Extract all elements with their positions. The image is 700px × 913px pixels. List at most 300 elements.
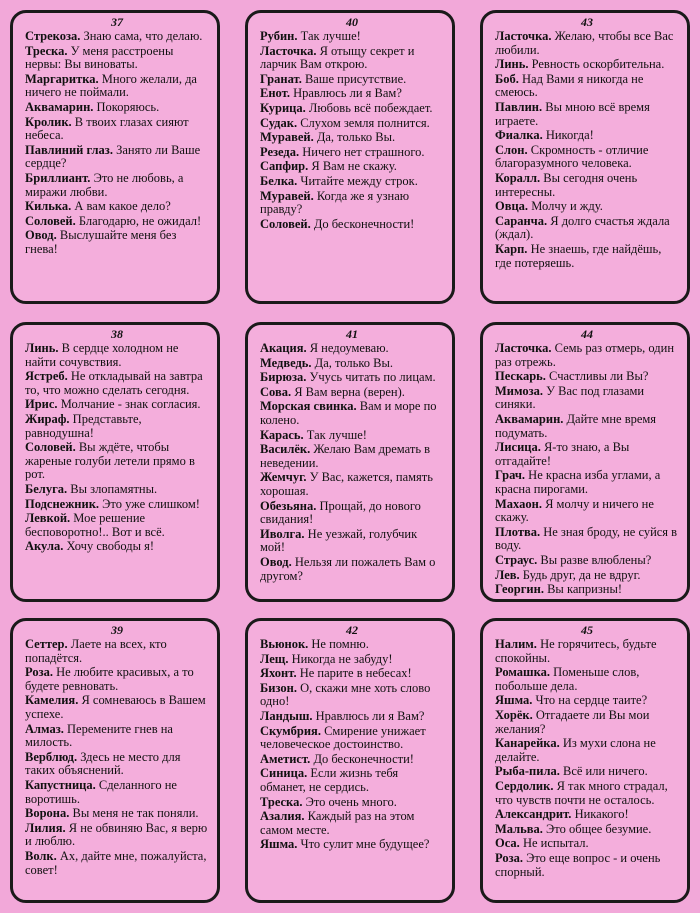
entry-text: Отгадаете ли Вы мои желания?: [495, 707, 650, 736]
entry: [495, 709, 679, 736]
entry: [25, 413, 209, 440]
entry: [25, 751, 209, 778]
entry: [495, 101, 679, 128]
entry-name: Жемчуг.: [260, 470, 307, 485]
entry-name: Судак.: [260, 115, 298, 130]
entry: [260, 500, 444, 527]
entry-text: Молчу и жду.: [528, 199, 603, 214]
entry: [260, 796, 444, 810]
entry-name: Хорёк.: [495, 707, 533, 722]
entry-text: Ах, дайте мне, пожалуйста, совет!: [25, 848, 207, 877]
entry-text: Из мухи слона не делайте.: [495, 736, 656, 764]
entry-name: Соловей.: [25, 213, 76, 228]
entry-name: Мимоза.: [495, 383, 543, 398]
entry-text: Что на сердце таите?: [532, 693, 648, 708]
entry-text: Так лучше!: [303, 427, 367, 442]
entry-name: Роза.: [495, 850, 523, 865]
entry: [25, 850, 209, 877]
entry-text: Лаете на всех, кто попадётся.: [25, 637, 167, 665]
entry: [495, 498, 679, 525]
entry: [495, 58, 679, 72]
entry: [495, 808, 679, 822]
entry-text: Никогда!: [542, 128, 594, 143]
entry: [495, 129, 679, 143]
entry-text: О, скажи мне хоть слово одно!: [260, 680, 431, 709]
entry-name: Налим.: [495, 637, 537, 651]
entry: [260, 45, 444, 72]
entry: [495, 737, 679, 764]
entry-text: Я-то знаю, а Вы отгадайте!: [495, 440, 630, 468]
entry-text: Вы меня не так поняли.: [69, 806, 199, 821]
entry-name: Ландыш.: [260, 708, 313, 723]
entry-name: Муравей.: [260, 130, 314, 145]
entry: [260, 175, 444, 189]
entry-name: Роза.: [25, 665, 53, 680]
entry-text: Всё или ничего.: [559, 764, 648, 779]
entry-name: Резеда.: [260, 144, 300, 159]
card-39: [10, 618, 220, 903]
entry-name: Жираф.: [25, 411, 70, 426]
entry-text: Не горячитесь, будьте спокойны.: [495, 637, 657, 665]
entry-text: Благодарю, не ожидал!: [75, 213, 202, 228]
entry: [260, 682, 444, 709]
entry-text: Я недоумеваю.: [306, 341, 389, 355]
entry: [25, 229, 209, 256]
entry-name: Морская свинка.: [260, 399, 357, 414]
entry-text: Ничего нет страшного.: [299, 144, 425, 159]
card-41: [245, 322, 455, 602]
entry-name: Яшма.: [495, 693, 533, 708]
entry-name: Линь.: [495, 57, 529, 72]
entry-text: Да, только Вы.: [313, 130, 396, 145]
entry-name: Треска.: [260, 794, 303, 809]
entry-text: Занято ли Ваше сердце?: [25, 142, 201, 171]
entry: [495, 215, 679, 242]
entry: [495, 200, 679, 214]
entry: [260, 767, 444, 794]
entry: [495, 554, 679, 568]
entry-name: Белуга.: [25, 481, 68, 496]
entry: [25, 666, 209, 693]
entry-name: Аквамарин.: [25, 99, 94, 114]
entry-name: Капустница.: [25, 777, 96, 792]
entry-name: Иволга.: [260, 526, 305, 541]
entry-text: Покоряюсь.: [93, 99, 160, 114]
entry-text: Здесь не место для таких объяснений.: [25, 749, 181, 778]
entry-text: Нельзя ли пожалеть Вам о другом?: [260, 554, 436, 583]
entry-name: Ирис.: [25, 397, 58, 412]
entry: [25, 30, 209, 44]
entry-name: Яхонт.: [260, 666, 297, 681]
entry: [260, 429, 444, 443]
entry: [25, 779, 209, 806]
card-number: 40: [346, 15, 358, 29]
entry: [495, 837, 679, 851]
entry-name: Килька.: [25, 199, 72, 214]
entry-name: Ласточка.: [495, 29, 552, 43]
entry-name: Коралл.: [495, 170, 541, 185]
entry-text: Семь раз отмерь, один раз отрежь.: [495, 341, 675, 369]
card-37: [10, 10, 220, 304]
entry-text: Не помню.: [308, 637, 369, 651]
entry-name: Ласточка.: [495, 341, 552, 355]
entry-name: Кролик.: [25, 114, 72, 129]
entry-name: Медведь.: [260, 355, 312, 370]
entry: [495, 694, 679, 708]
entry: [260, 753, 444, 767]
entry-name: Камелия.: [25, 693, 79, 708]
entry-name: Сапфир.: [260, 159, 309, 174]
card-42: [245, 618, 455, 903]
card-43: [480, 10, 690, 304]
entry: [260, 117, 444, 131]
entry: [25, 215, 209, 229]
entry-name: Плотва.: [495, 524, 541, 539]
entry-text: Это не любовь, а миражи любви.: [25, 170, 184, 199]
entry-text: Вам и море по колено.: [260, 399, 437, 427]
entry-name: Муравей.: [260, 188, 314, 203]
entry-text: Если жизнь тебя обманет, не сердись.: [260, 766, 399, 794]
entry-text: Ваше присутствие.: [301, 71, 407, 86]
entry-name: Овод.: [25, 228, 57, 243]
entry-text: Любовь всё побеждает.: [305, 100, 433, 115]
entry-text: Да, только Вы.: [311, 355, 393, 370]
entry: [495, 469, 679, 496]
entry-text: Счастливы ли Вы?: [545, 369, 649, 384]
entry-text: Читайте между строк.: [297, 173, 418, 188]
card-number: 41: [346, 327, 358, 341]
entry-name: Ворона.: [25, 806, 70, 821]
entry-name: Овца.: [495, 199, 529, 214]
entry-name: Бриллиант.: [25, 170, 91, 185]
entry: [25, 807, 209, 821]
entry-text: Много желали, да ничего не поймали.: [25, 71, 197, 100]
entry: [25, 540, 209, 554]
entry-text: Будь друг, да не вдруг.: [519, 567, 641, 582]
entry: [25, 342, 209, 369]
entry-text: Так лучше!: [297, 29, 361, 43]
entry: [260, 371, 444, 385]
entry: [25, 101, 209, 115]
entry: [25, 398, 209, 412]
card-38: [10, 322, 220, 602]
entry-name: Сеттер.: [25, 637, 68, 651]
card-number: 42: [346, 623, 358, 637]
entry-name: Обезьяна.: [260, 498, 317, 513]
entry-text: До бесконечности!: [310, 751, 414, 766]
entry: [260, 87, 444, 101]
card-number: 43: [581, 15, 593, 29]
entry-text: Вы мною всё время играете.: [495, 99, 650, 128]
entry-text: Не зная броду, не суйся в воду.: [495, 524, 678, 553]
entry-text: Смирение унижает человеческое достоинство.: [260, 723, 426, 752]
entry: [260, 73, 444, 87]
entry: [495, 30, 679, 57]
entry-text: У Вас, кажется, память хорошая.: [260, 470, 433, 498]
entry-text: Каждый раз на этом самом месте.: [260, 809, 415, 837]
entry-name: Ласточка.: [260, 43, 317, 58]
entry-name: Аквамарин.: [495, 411, 564, 426]
entry-text: Это уже слишком!: [99, 496, 200, 511]
entry: [260, 725, 444, 752]
entry: [260, 131, 444, 145]
entry: [260, 667, 444, 681]
entry: [260, 471, 444, 498]
entry-name: Аметист.: [260, 751, 311, 766]
entry: [25, 172, 209, 199]
entry-name: Волк.: [25, 848, 57, 863]
entry: [495, 569, 679, 583]
entry-name: Белка.: [260, 173, 298, 188]
entry-name: Ромашка.: [495, 665, 550, 680]
entry-text: Вы сегодня очень интересны.: [495, 170, 638, 199]
entry-name: Грач.: [495, 468, 526, 483]
card-45: [480, 618, 690, 903]
entry-text: Поменьше слов, побольше дела.: [495, 665, 640, 693]
entry-text: Вы разве влюблены?: [537, 552, 652, 567]
entry-text: У меня расстроены нервы: Вы виноваты.: [25, 43, 174, 72]
entry: [260, 30, 444, 44]
entry-name: Махаон.: [495, 496, 542, 511]
entry-text: Я молчу и ничего не скажу.: [495, 496, 654, 525]
entry-text: Желаю, чтобы все Вас любили.: [495, 29, 674, 57]
entry: [495, 765, 679, 779]
entry-text: Я Вам верна (верен).: [291, 384, 405, 399]
entry-text: Дайте мне время подумать.: [495, 411, 657, 440]
entry-name: Павлиний глаз.: [25, 142, 113, 157]
entry: [260, 443, 444, 470]
entry-name: Линь.: [25, 341, 59, 355]
card-number: 39: [111, 623, 123, 637]
entry-name: Пескарь.: [495, 369, 546, 384]
entry-name: Слон.: [495, 142, 528, 157]
entry: [260, 653, 444, 667]
entry-text: Хочу свободы я!: [63, 539, 155, 554]
entry: [495, 370, 679, 384]
entry: [25, 483, 209, 497]
entry-name: Лев.: [495, 567, 520, 582]
entry-name: Саранча.: [495, 213, 548, 228]
entry-name: Павлин.: [495, 99, 543, 114]
entry-name: Ястреб.: [25, 369, 68, 384]
entry-text: Не красна изба углами, а красна пирогами.: [495, 468, 661, 496]
entry-name: Страус.: [495, 552, 538, 567]
entry: [260, 160, 444, 174]
entry-text: Вы ждёте, чтобы жареные голуби летели прямо в рот.: [25, 440, 195, 482]
entry: [25, 144, 209, 171]
entry-text: Желаю Вам дремать в неведении.: [260, 442, 431, 470]
entry-name: Стрекоза.: [25, 29, 81, 43]
entry-name: Бизон.: [260, 680, 297, 695]
card-number: 45: [581, 623, 593, 637]
entry-name: Овод.: [260, 554, 292, 569]
entry: [25, 694, 209, 721]
card-44: [480, 322, 690, 602]
entry-name: Лилия.: [25, 820, 66, 835]
entry-text: Знаю сама, что делаю.: [80, 29, 203, 43]
entry: [25, 441, 209, 482]
entry: [260, 342, 444, 356]
entry-text: Я так много страдал, что чувств почти не осталось.: [495, 778, 668, 807]
entry-text: Никогда не забуду!: [288, 651, 393, 666]
entry: [260, 528, 444, 555]
entry-name: Карп.: [495, 241, 528, 256]
entry-text: Не парите в небесах!: [296, 666, 412, 681]
entry: [25, 370, 209, 397]
entry: [25, 73, 209, 100]
entry-text: Представьте, равнодушна!: [25, 411, 142, 440]
entry: [495, 823, 679, 837]
entry: [495, 583, 679, 597]
entry: [495, 413, 679, 440]
entry-text: Не любите красивых, а то будете ревновать.: [25, 665, 194, 693]
entry-name: Синица.: [260, 766, 308, 781]
entry-text: Не откладывай на завтра то, что можно сделать сегодня.: [25, 369, 203, 397]
entry-name: Георгин.: [495, 582, 544, 597]
card-number: 38: [111, 327, 123, 341]
entry-name: Подснежник.: [25, 496, 100, 511]
entry: [495, 638, 679, 665]
entry-text: Над Вами я никогда не смеюсь.: [495, 71, 644, 100]
entry-name: Алмаз.: [25, 721, 64, 736]
entry: [25, 723, 209, 750]
entry-name: Лещ.: [260, 651, 289, 666]
entry: [25, 822, 209, 849]
entry-text: Прощай, до нового свидания!: [260, 498, 421, 527]
entry-name: Треска.: [25, 43, 68, 58]
entry: [495, 385, 679, 412]
entry-name: Азалия.: [260, 809, 305, 824]
entry: [260, 190, 444, 217]
entry: [260, 146, 444, 160]
entry-text: Слухом земля полнится.: [297, 115, 430, 130]
entry: [495, 172, 679, 199]
entry-name: Верблюд.: [25, 749, 78, 764]
entry: [260, 357, 444, 371]
entry-text: Нравлюсь ли я Вам?: [289, 86, 402, 101]
entry-name: Лисица.: [495, 440, 541, 455]
entry-text: Что сулит мне будущее?: [297, 837, 430, 852]
entry: [260, 838, 444, 852]
entry-text: Никакого!: [571, 807, 629, 822]
entry-name: Маргаритка.: [25, 71, 99, 86]
entry-text: Я сомневаюсь в Вашем успехе.: [25, 693, 206, 721]
entry-text: До бесконечности!: [310, 216, 415, 231]
entry-name: Скумбрия.: [260, 723, 321, 738]
entry: [25, 116, 209, 143]
entry: [260, 400, 444, 427]
entry: [495, 73, 679, 100]
entry-text: Это общее безумие.: [542, 821, 652, 836]
entry-name: Мальва.: [495, 821, 543, 836]
entry-name: Вьюнок.: [260, 637, 309, 651]
entry: [260, 710, 444, 724]
entry: [260, 638, 444, 652]
entry-text: Я отыщу секрет и ларчик Вам открою.: [260, 43, 415, 72]
entry-text: Выслушайте меня без гнева!: [25, 228, 177, 256]
entry: [495, 852, 679, 879]
entry-text: Нравлюсь ли я Вам?: [312, 708, 425, 723]
entry-text: Вы капризны!: [543, 582, 623, 597]
entry-text: Скромность - отличие благоразумного человека.: [495, 142, 649, 171]
entry-name: Василёк.: [260, 442, 311, 457]
entry-text: Когда же я узнаю правду?: [260, 188, 410, 217]
entry: [495, 243, 679, 270]
entry-text: Вы злопамятны.: [67, 481, 158, 496]
entry: [495, 666, 679, 693]
entry-text: Сделанного не воротишь.: [25, 777, 177, 806]
entry: [25, 512, 209, 539]
entry-name: Сова.: [260, 384, 292, 399]
entry-name: Акация.: [260, 341, 307, 355]
entry: [25, 200, 209, 214]
entry-name: Боб.: [495, 71, 519, 86]
entry-name: Енот.: [260, 86, 290, 101]
entry: [495, 342, 679, 369]
entry-name: Канарейка.: [495, 736, 560, 751]
entry-text: Учусь читать по лицам.: [306, 370, 436, 385]
entry-text: Молчание - знак согласия.: [57, 397, 201, 412]
entry-name: Левкой.: [25, 511, 71, 526]
entry: [495, 441, 679, 468]
card-40: [245, 10, 455, 304]
entry-name: Александрит.: [495, 807, 572, 822]
entry: [260, 218, 444, 232]
entry-name: Фиалка.: [495, 128, 543, 143]
entry: [260, 556, 444, 583]
card-number: 37: [111, 15, 123, 29]
entry-text: Перемените гнев на милость.: [25, 721, 173, 750]
entry-name: Соловей.: [260, 216, 311, 231]
entry: [495, 144, 679, 171]
entry: [495, 526, 679, 553]
entry-name: Сердолик.: [495, 778, 554, 793]
entry: [260, 102, 444, 116]
entry-name: Оса.: [495, 836, 520, 851]
entry-text: А вам какое дело?: [71, 199, 171, 214]
entry-name: Акула.: [25, 539, 64, 554]
entry-name: Яшма.: [260, 837, 298, 852]
entry-text: Ревность оскорбительна.: [528, 57, 665, 72]
entry-text: У Вас под глазами синяки.: [495, 383, 645, 412]
entry-text: Я не обвиняю Вас, я верю и люблю.: [25, 820, 208, 849]
entry-text: Мое решение бесповоротно!.. Вот и всё.: [25, 511, 165, 539]
entry: [25, 638, 209, 665]
entry: [260, 386, 444, 400]
entry-text: Не испытал.: [519, 836, 589, 851]
entry: [25, 498, 209, 512]
entry: [495, 780, 679, 807]
entry-text: Я долго счастья ждала (ждал).: [495, 213, 670, 242]
entry-text: В сердце холодном не найти сочувствия.: [25, 341, 179, 369]
entry-name: Рубин.: [260, 29, 298, 43]
entry-text: Это еще вопрос - и очень спорный.: [495, 850, 661, 879]
entry-name: Гранат.: [260, 71, 302, 86]
entry: [25, 45, 209, 72]
entry-text: В твоих глазах сияют небеса.: [25, 114, 189, 143]
entry-name: Курица.: [260, 100, 306, 115]
entry-text: Это очень много.: [302, 794, 397, 809]
entry-name: Рыба-пила.: [495, 764, 560, 779]
entry-text: Не уезжай, голубчик мой!: [260, 526, 418, 555]
entry-name: Соловей.: [25, 440, 76, 455]
entry-name: Бирюза.: [260, 370, 307, 385]
entry-name: Карась.: [260, 427, 304, 442]
entry-text: Не знаешь, где найдёшь, где потеряешь.: [495, 241, 662, 270]
entry: [260, 810, 444, 837]
card-number: 44: [581, 327, 593, 341]
entry-text: Я Вам не скажу.: [308, 159, 397, 174]
